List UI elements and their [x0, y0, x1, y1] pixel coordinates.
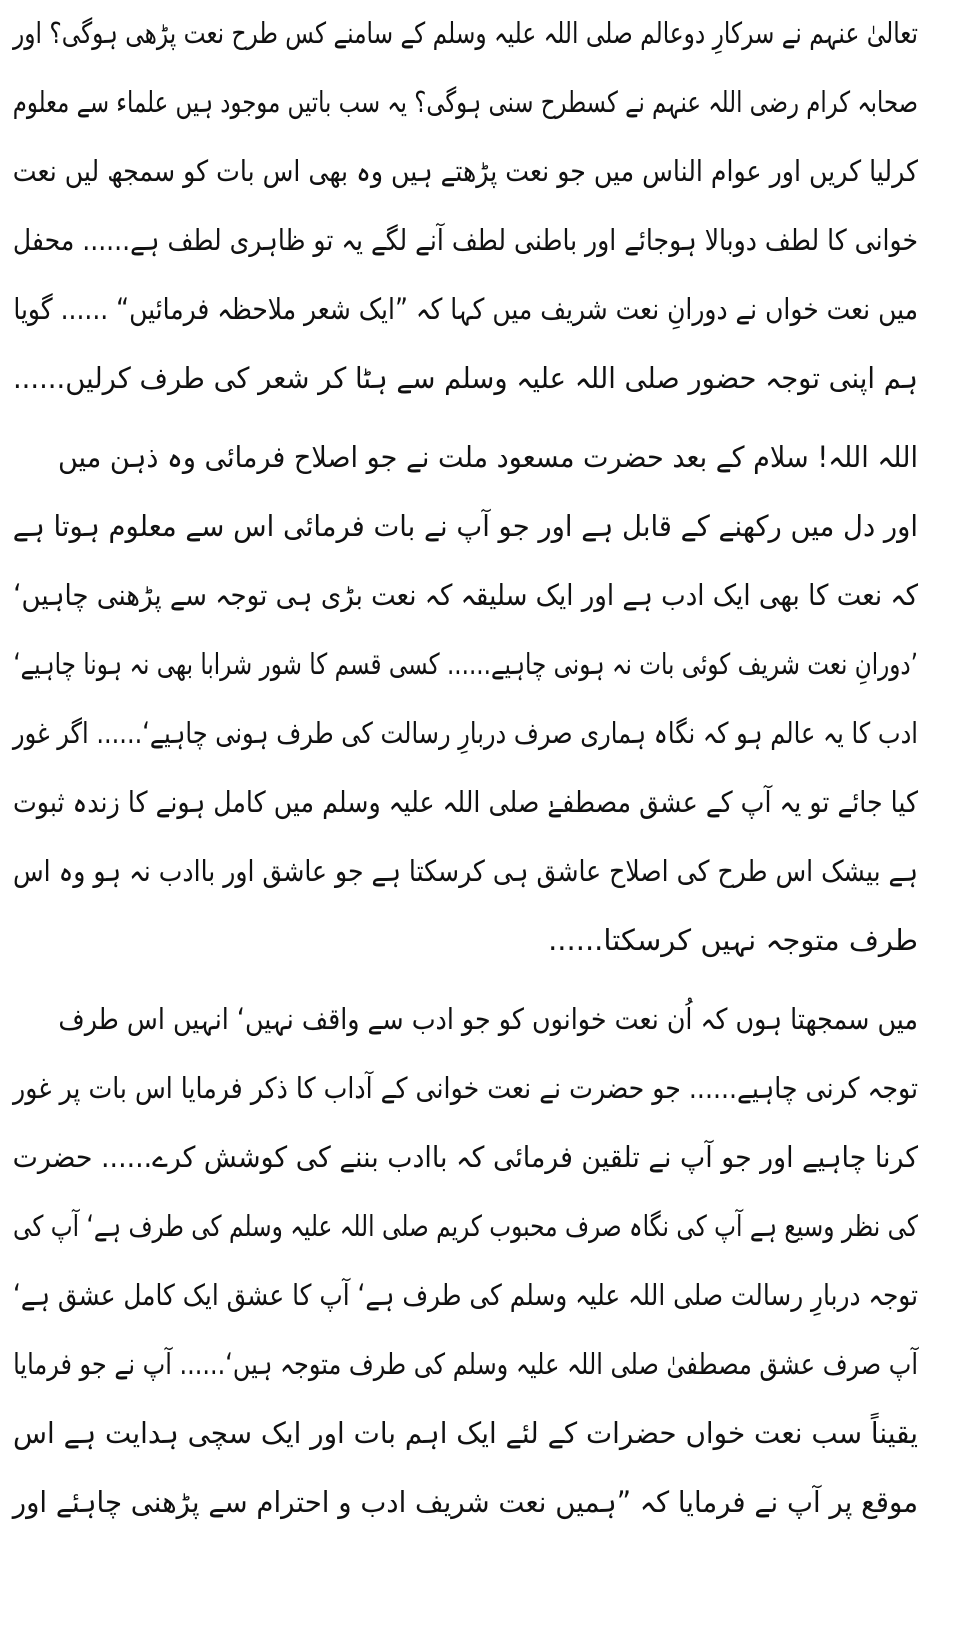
text-line: ادب کا یہ عالم ہو کہ نگاہ ہماری صرف دربارِ رسالت کی طرف ہونی چاہیے‘...... اگر غور: [12, 716, 918, 750]
text-line: کہ نعت کا بھی ایک ادب ہے اور ایک سلیقہ کہ نعت بڑی ہی توجہ سے پڑھنی چاہیں‘: [13, 578, 918, 612]
text-line: میں نعت خواں نے دورانِ نعت شریف میں کہا کہ ”ایک شعر ملاحظہ فرمائیں“ ...... گویا: [13, 292, 919, 326]
text-line: کرلیا کریں اور عوام الناس میں جو نعت پڑھتے ہیں وہ بھی اس بات کو سمجھ لیں نعت: [12, 154, 919, 188]
text-line: ہے بیشک اس طرح کی اصلاح عاشق ہی کرسکتا ہے جو عاشق اور باادب نہ ہو وہ اس: [12, 854, 918, 888]
text-line: تعالیٰ عنہم نے سرکارِ دوعالم صلی اللہ علیہ وسلم کے سامنے کس طرح نعت پڑھی ہوگی؟ اور: [13, 16, 919, 50]
text-line: توجہ کرنی چاہیے...... جو حضرت نے نعت خوانی کے آداب کا ذکر فرمایا اس بات پر غور: [13, 1071, 918, 1105]
text-line: یقیناً سب نعت خواں حضرات کے لئے ایک اہم بات اور ایک سچی ہدایت ہے اس: [13, 1416, 919, 1450]
text-line: خوانی کا لطف دوبالا ہوجائے اور باطنی لطف آنے لگے یہ تو ظاہری لطف ہے...... محفل: [12, 223, 919, 257]
text-line: کیا جائے تو یہ آپ کے عشق مصطفےٰ صلی اللہ علیہ وسلم میں کامل ہونے کا زندہ ثبوت: [12, 785, 919, 819]
text-line: آپ صرف عشق مصطفیٰ صلی اللہ علیہ وسلم کی طرف متوجہ ہیں‘...... آپ نے جو فرمایا: [13, 1347, 919, 1381]
text-line: اللہ اللہ! سلام کے بعد حضرت مسعود ملت نے جو اصلاح فرمائی وہ ذہن میں: [57, 440, 919, 474]
text-line: طرف متوجہ نہیں کرسکتا......: [548, 923, 918, 957]
text-line: توجہ دربارِ رسالت صلی اللہ علیہ وسلم کی طرف ہے‘ آپ کا عشق ایک کامل عشق ہے‘: [13, 1278, 918, 1312]
text-line: کی نظر وسیع ہے آپ کی نگاہ صرف محبوب کریم صلی اللہ علیہ وسلم کی طرف ہے‘ آپ کی: [12, 1209, 919, 1243]
text-line: اور دل میں رکھنے کے قابل ہے اور جو آپ نے بات فرمائی اس سے معلوم ہوتا ہے: [12, 509, 919, 543]
text-line: کرنا چاہیے اور جو آپ نے تلقین فرمائی کہ باادب بننے کی کوشش کرے...... حضرت: [12, 1140, 918, 1174]
text-line: میں سمجھتا ہوں کہ اُن نعت خوانوں کو جو ادب سے واقف نہیں‘ انہیں اس طرف: [58, 1002, 918, 1036]
text-line: ’دورانِ نعت شریف کوئی بات نہ ہونی چاہیے...... کسی قسم کا شور شرابا بھی نہ ہونا چاہیے‘: [13, 647, 919, 681]
text-line: صحابہ کرام رضی اللہ عنہم نے کسطرح سنی ہوگی؟ یہ سب باتیں موجود ہیں علماء سے معلوم: [12, 85, 919, 119]
text-line: ہم اپنی توجہ حضور صلی اللہ علیہ وسلم سے ہٹا کر شعر کی طرف کرلیں......: [12, 361, 918, 395]
text-line: موقع پر آپ نے فرمایا کہ ”ہمیں نعت شریف ادب و احترام سے پڑھنی چاہئے اور: [12, 1485, 918, 1519]
